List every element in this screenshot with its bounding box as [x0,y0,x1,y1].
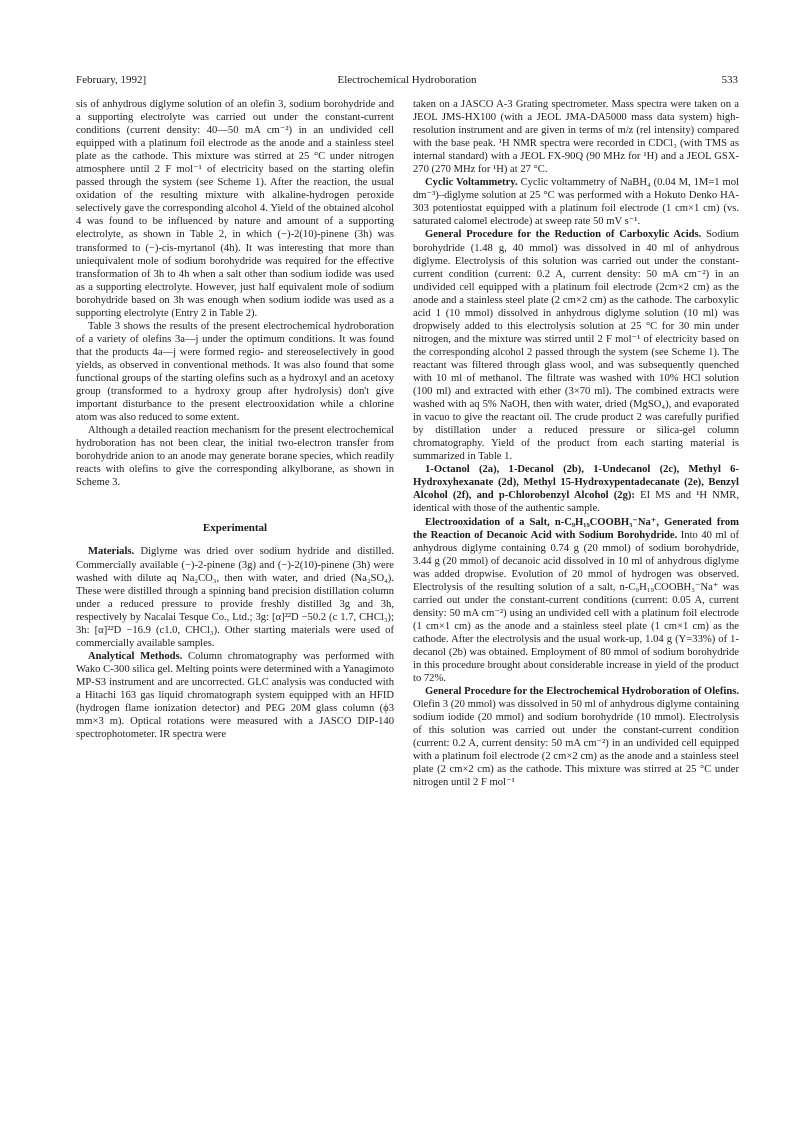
running-header [76,74,738,90]
materials-heading: Materials. [88,546,135,558]
running-title: Electrochemical Hydroboration [337,74,477,86]
paragraph-electrooxidation [413,516,739,686]
gp2-text: Olefin 3 (20 mmol) was dissolved in 50 ml of anhydrous diglyme containing sodium iodide (20 mmol) and sodium borohydride (10 mmol). Electrolysis of this solution was carried out under the constant-current condition (current: 0.2 A, current density: 50 mA cm⁻²) in an undivided cell equipped with a platinum foil electrode (2 cm×2 cm) as the anode and a stainless steel plate (2 cm×2 cm) as the cathode. This mixture was stirred at 25 °C under nitrogen until 2 F mol⁻¹ [413,699,739,789]
paragraph-mechanism: Although a detailed reaction mechanism for the present electrochemical hydroboration has not been clear, the initial two-electron transfer from borohydride anion to an anode may generate borane species, which readily reacts with olefins to give the corresponding alkylborane, as shown in Scheme 3. [76,425,394,489]
paragraph-cyclic-voltammetry [413,176,739,228]
analytical-heading: Analytical Methods. [88,650,183,662]
eo-heading: Electrooxidation of a Salt, n-C₉H₁₉COOBH₃⁻Na⁺, Generated from the Reaction of Decanoic Acid with Sodium Borohydride. [413,516,739,541]
left-column [76,98,394,741]
gp1-text: Sodium borohydride (1.48 g, 40 mmol) was dissolved in 40 ml of anhydrous diglyme. Electrolysis of this solution was carried out under the constant-current condition (current: 0.2 A, current density: 50 mA cm⁻²) in an undivided cell equipped with a platinum foil electrode (2cm×2 cm) as the anode and a stainless steel plate (2 cm×2 cm) as the cathode. The carboxylic acid 1 (10 mmol) dissolved in anhydrous diglyme solution (10 ml) was dropwisely added to this electrolysis solution at 25 °C for 30 min under nitrogen, and the mixture was stirred until 2 F mol⁻¹ of electricity based on the corresponding alcohol 2 passed through the system (see Scheme 1). The reactant was filtered through glass wool, and was subsequently quenched with 10 ml of methanol. The filtrate was washed with 10% HCl solution (100 ml) and extracted with ether (3×70 ml). The combined extracts were washed with aq 5% NaOH, then with water, dried (MgSO₄), and evaporated in vacuo to give the reactant oil. The crude product 2 was carefully purified by distillation under a reduced pressure or silica-gel column chromatography. Yield of the product from each starting material is summarized in Table 1. [413,229,739,463]
paragraph-hydroboration-procedure [413,685,739,789]
right-column [413,98,739,789]
paragraph-analytical-methods [76,650,394,741]
cv-heading: Cyclic Voltammetry. [425,177,518,189]
cv-text: Cyclic voltammetry of NaBH₄ (0.04 M, 1M=1 mol dm⁻³)–diglyme solution at 25 °C was performed with a Hokuto Denko HA-303 potentiostat equipped with a platinum foil electrode (1 cm×1 cm) (vs. saturated calomel electrode) at sweep rate 50 mV s⁻¹. [413,177,739,228]
gp2-heading: General Procedure for the Electrochemical Hydroboration of Olefins. [425,686,739,698]
analytical-text: Column chromatography was performed with Wako C-300 silica gel. Melting points were determined with a Yanagimoto MP-S3 instrument and are uncorrected. GLC analysis was conducted with a Hitachi 163 gas liquid chromatograph system equipped with an HFID (hydrogen flame ionization detector) and PEG 20M glass column (ϕ3 mm×3 m). Optical rotations were measured with a JASCO DIP-140 spectrophotometer. IR spectra were [76,650,394,741]
materials-text: Diglyme was dried over sodium hydride and distilled. Commercially available (−)-2-pinene (3g) and (−)-2(10)-pinene (3h) were washed with dilute aq Na₂CO₃, then with water, and dried (Na₂SO₄). These were distilled through a spinning band precision distillation column under a reduced pressure to provide freshly distilled 3g and 3h, respectively by Nacalai Tesque Co., Ltd.; 3g: [α]²²D −50.2 (c 1.7, CHCl₃); 3h: [α]²²D −16.9 (c1.0, CHCl₃). Other starting materials were used of commercially available samples. [76,546,394,649]
paragraph-alcohols [413,463,739,515]
gp1-heading: General Procedure for the Reduction of Carboxylic Acids. [425,229,702,241]
issue-date: February, 1992] [76,74,147,86]
alcohols-text: EI MS and ¹H NMR, identical with those of the authentic sample. [413,490,739,515]
page-number: 533 [721,74,738,86]
paragraph-table3: Table 3 shows the results of the present electrochemical hydroboration of a variety of olefins 3a—j under the optimum conditions. It was found that the products 4a—j were formed regio- and stereoselectively in good yields, as observed in conventional methods. It was also found that some functional groups of the starting olefins such as a hydroxyl and an acetoxy group (transformed to a hydroxy group after hydrolysis) don't give important disturbance to the present electrooxidation while a chlorine atom was also reduced to some extent. [76,320,394,424]
alcohols-heading: 1-Octanol (2a), 1-Decanol (2b), 1-Undecanol (2c), Methyl 6-Hydroxyhexanate (2d), Methyl 15-Hydroxypentadecanate (2e), Benzyl Alcohol (2f), and p-Chlorobenzyl Alcohol (2g): [413,464,739,502]
section-title-experimental: Experimental [202,522,268,535]
eo-text: Into 40 ml of anhydrous diglyme containing 0.74 g (20 mmol) of sodium borohydride, 3.44 g (20 mmol) of decanoic acid dissolved in 10 ml of anhydrous diglyme was added dropwise. Evolution of 20 mmol of hydrogen was observed. Electrolysis of the resulting solution of a salt, n-C₉H₁₉COOBH₃⁻Na⁺ was carried out under the constant-current conditions (current: 0.05 A, current density: 50 mA cm⁻²) using an undivided cell with a platinum foil electrode (1 cm×1 cm) as the anode and a stainless steel plate (1 cm×1 cm) as the cathode. After the electrolysis and the usual work-up, 1.04 g (Y=33%) of 1-decanol (2b) was obtained. Employment of 80 mmol of sodium borohydride in this procedure brought about considerable increase in yield of the product to 72%. [413,529,739,685]
paragraph-materials [76,545,394,649]
paragraph-spectra: taken on a JASCO A-3 Grating spectrometer. Mass spectra were taken on a JEOL JMS-HX100 (with a JEOL JMA-DA5000 mass data system) high-resolution instrument and are given in terms of m/z (rel intensity) compared with the base peak. ¹H NMR spectra were recorded in CDCl₃ (with TMS as internal standard) with a JEOL FX-90Q (90 MHz for ¹H) and a JEOL GSX-270 (270 MHz for ¹H) at 27 °C. [413,99,739,176]
paragraph-reduction-procedure [413,228,739,463]
paragraph-results-conditions: sis of anhydrous diglyme solution of an olefin 3, sodium borohydride and a supporting electrolyte was carried out under the constant-current conditions (current density: 40—50 mA cm⁻²) in an undivided cell equipped with a platinum foil electrode as the anode and a stainless steel plate as the cathode. This mixture was stirred at 25 °C under nitrogen atmosphere until 2 F mol⁻¹ of electricity based on the starting olefin passed through the system (see Scheme 1). After the reaction, the usual oxidation of the resulting mixture with alkaline-hydrogen peroxide selectively gave the corresponding alcohol 4. Yield of the obtained alcohol 4 was found to be influenced by nature and amount of a supporting electrolyte, as shown in Table 2, in which (−)-2(10)-pinene (3h) was transformed to (−)-cis-myrtanol (4h). It was interesting that more than uniequivalent mole of sodium borohydride was required for the effective transformation of 3h to 4h when a salt other than sodium iodide was used as a supporting electrolyte. However, just half equivalent mole of sodium borohydride based on 3h was enough when sodium iodide was used as a supporting electrolyte (Entry 2 in Table 2). [76,99,394,319]
